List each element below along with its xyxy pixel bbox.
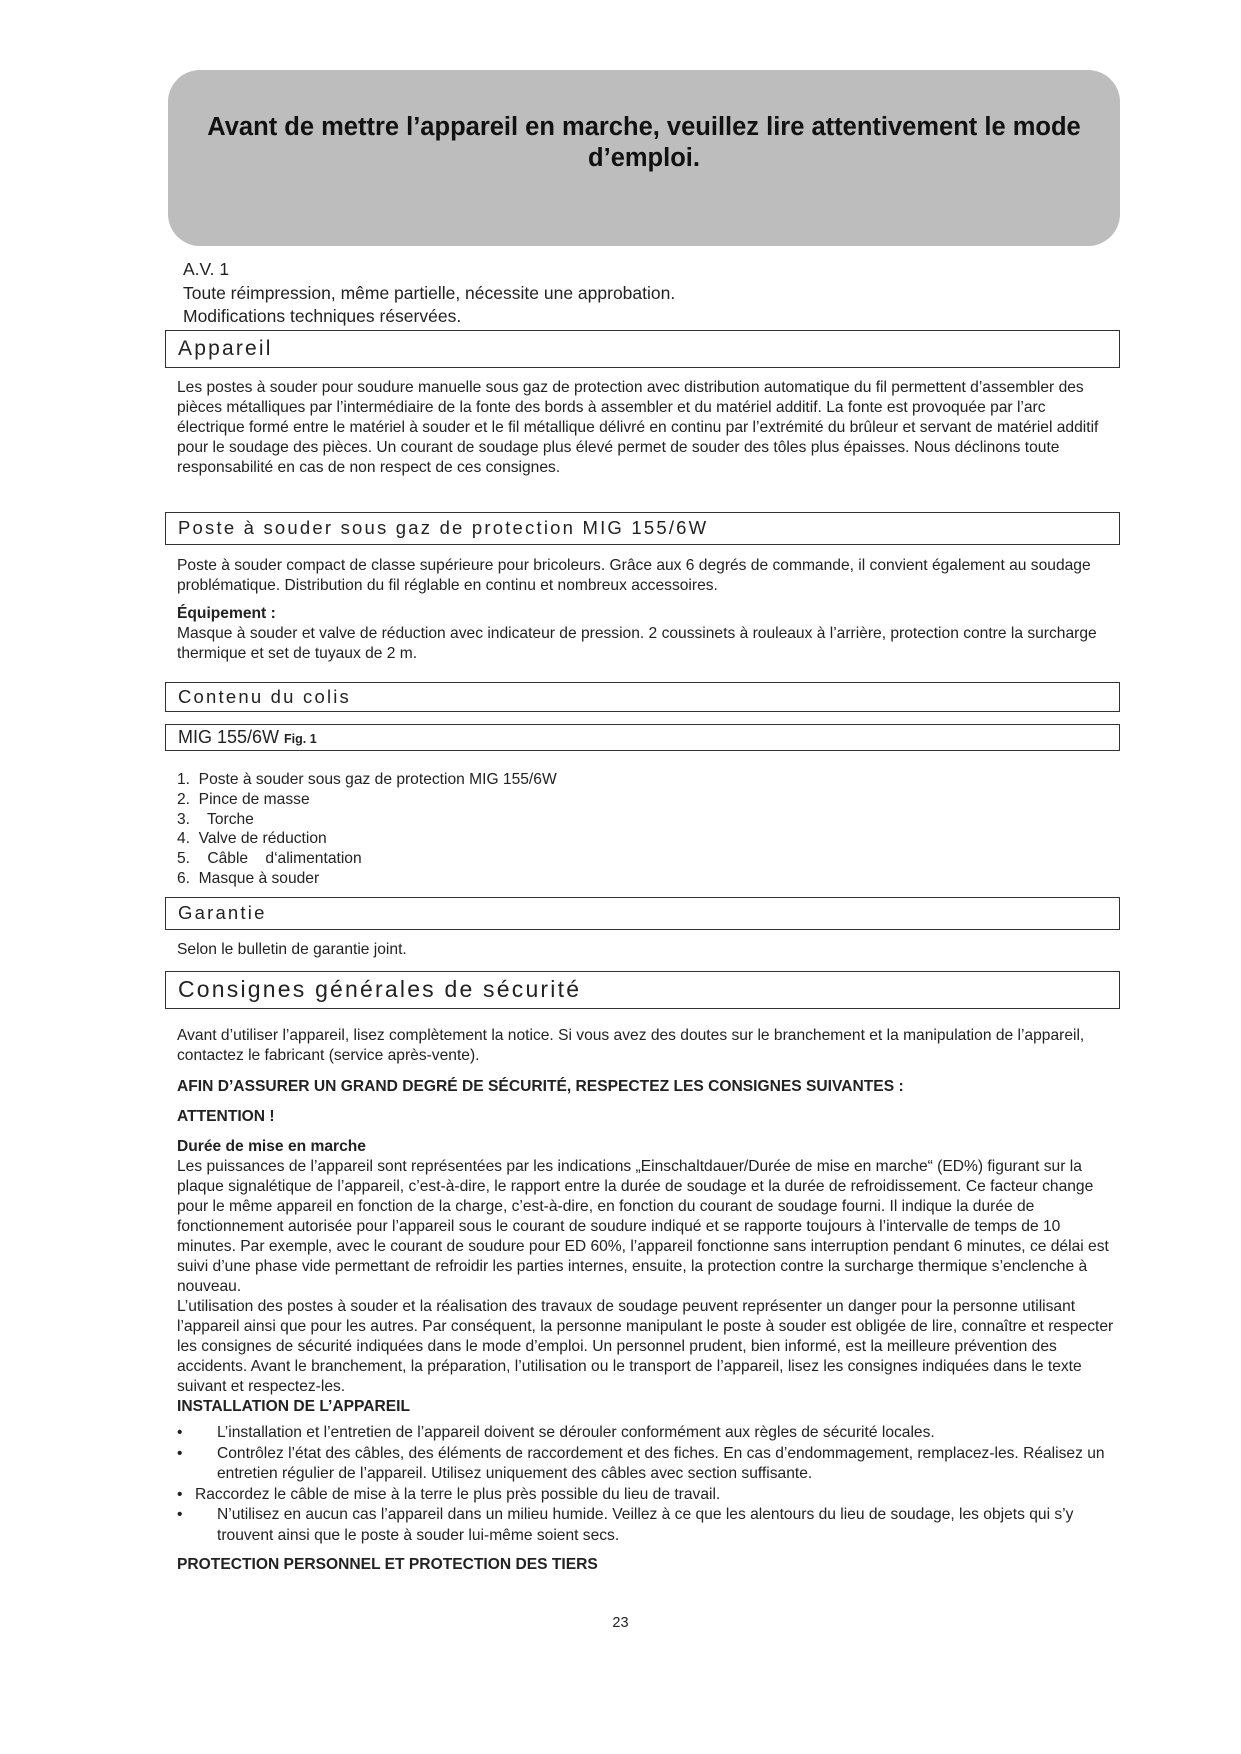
list-item: 6. Masque à souder: [177, 869, 320, 887]
bullet-text: L’installation et l’entretien de l’appareil doivent se dérouler conformément aux règles de sécurité locales.: [217, 1424, 935, 1441]
poste-paragraph: [177, 556, 1117, 664]
section-heading-poste: [165, 512, 1120, 545]
figure-reference: Fig. 1: [284, 732, 317, 746]
list-item: [177, 1444, 1117, 1485]
installation-heading: INSTALLATION DE L’APPAREIL: [177, 1398, 411, 1415]
poste-text: Poste à souder compact de classe supérieure pour bricoleurs. Grâce aux 6 degrés de commande, il convient également au soudage problématique. Distribution du fil réglable en continu et nombreux accessoires.: [177, 557, 1091, 594]
banner-title: Avant de mettre l’appareil en marche, veuillez lire attentivement le mode d’emploi.: [207, 113, 1081, 172]
version-label: A.V. 1: [183, 259, 230, 279]
model-heading-box: [165, 724, 1120, 751]
list-item: 2. Pince de masse: [177, 790, 310, 808]
bullet-icon: •: [177, 1506, 183, 1523]
duty-cycle-heading: Durée de mise en marche: [177, 1138, 366, 1155]
section-heading-appareil: [165, 330, 1120, 368]
garantie-paragraph: [177, 940, 1117, 960]
bullet-icon: •: [177, 1444, 183, 1462]
list-item: 4. Valve de réduction: [177, 830, 327, 848]
section-heading-consignes: [165, 971, 1120, 1009]
section-heading-appareil-text: Appareil: [178, 337, 273, 360]
bullet-icon: •: [177, 1424, 183, 1441]
equipment-text: Masque à souder et valve de réduction avec indicateur de pression. 2 coussinets à rouleaux à l’arrière, protection contre la surcharge thermique et set de tuyaux de 2 m.: [177, 625, 1097, 662]
section-heading-contenu-text: Contenu du colis: [178, 686, 352, 707]
bullet-icon: •: [177, 1485, 183, 1503]
protection-heading: PROTECTION PERSONNEL ET PROTECTION DES TIERS: [177, 1556, 598, 1573]
reprint-notice: Toute réimpression, même partielle, nécessite une approbation.: [183, 282, 676, 303]
bullet-text: N’utilisez en aucun cas l’appareil dans un milieu humide. Veillez à ce que les alentours du lieu de soudage, les objets qui s’y trouvent ainsi que le poste à souder lui-même soient secs.: [217, 1506, 1074, 1544]
page-number: 23: [612, 1615, 629, 1631]
document-meta: [183, 258, 675, 329]
garantie-text: Selon le bulletin de garantie joint.: [177, 941, 407, 958]
section-heading-consignes-text: Consignes générales de sécurité: [178, 976, 582, 1002]
bullet-text: Raccordez le câble de mise à la terre le plus près possible du lieu de travail.: [195, 1485, 721, 1503]
list-item: [177, 1505, 1117, 1546]
section-heading-poste-text: Poste à souder sous gaz de protection MIG 155/6W: [178, 517, 709, 538]
list-item: 3. Torche: [177, 810, 254, 828]
section-heading-garantie-text: Garantie: [178, 902, 267, 923]
appareil-paragraph: [177, 378, 1117, 478]
appareil-text: Les postes à souder pour soudure manuelle sous gaz de protection avec distribution automatique du fil permettent d’assembler des pièces métalliques par l’intermédiaire de la fonte des bords à assembler et du matériel additif. La fonte est provoquée par l’arc électrique formé entre le matériel à souder et le fil métallique délivré en continu par l’extrémité du brûleur et servant de matériel additif pour le soudage des pièces. Un courant de soudage plus élevé permet de souder des tôles plus épaisses. Nous déclinons toute responsabilité en cas de non respect de ces consignes.: [177, 379, 1099, 476]
warning-banner: [168, 70, 1120, 246]
consignes-intro: Avant d’utiliser l’appareil, lisez complètement la notice. Si vous avez des doutes sur le branchement et la manipulation de l’appareil, contactez le fabricant (service après-vente).: [177, 1027, 1085, 1064]
usage-warning-text: L’utilisation des postes à souder et la réalisation des travaux de soudage peuvent représenter un danger pour la personne utilisant l’appareil ainsi que pour les autres. Par conséquent, la personne manipulant le poste à souder est obligée de lire, connaître et respecter les consignes de sécurité indiquées dans le mode d’emploi. Un personnel prudent, bien informé, est la meilleure prévention des accidents. Avant le branchement, la préparation, l’utilisation ou le transport de l’appareil, lisez les consignes indiquées dans le texte suivant et respectez-les.: [177, 1298, 1114, 1395]
section-heading-garantie: [165, 897, 1120, 930]
duty-cycle-text: Les puissances de l’appareil sont représentées par les indications „Einschaltdauer/Durée de mise en marche“ (ED%) figurant sur la plaque signalétique de l’appareil, c’est-à-dire, le rapport entre la durée de soudage et la durée de refroidissement. Ce facteur change pour le même appareil en fonction de la charge, c’est-à-dire, en fonction du courant de soudage fourni. Il indique la durée de fonctionnement autorisée pour l’appareil sous le courant de soudure indiqué et se rapporte toujours à l’intervalle de temps de 10 minutes. Par exemple, avec le courant de soudure pour ED 60%, l’appareil fonctionne sans interruption pendant 6 minutes, ce délai est suivi d’une phase vide permettant de refroidir les parties internes, ensuite, la protection contre la surcharge thermique s’enclenche à nouveau.: [177, 1158, 1109, 1295]
consignes-paragraph: [177, 1026, 1117, 1417]
bullet-text: Contrôlez l’état des câbles, des éléments de raccordement et des fiches. En cas d’endommagement, remplacez-les. Réalisez un entretien régulier de l’appareil. Utilisez uniquement des câbles avec section suffisante.: [217, 1444, 1105, 1482]
list-item: 5. Câble d‘alimentation: [177, 850, 362, 868]
equipment-label: Équipement :: [177, 605, 276, 622]
package-contents-list: [177, 770, 557, 889]
modifications-notice: Modifications techniques réservées.: [183, 306, 462, 326]
list-item: [177, 1485, 1117, 1506]
list-item: [177, 1423, 1117, 1444]
safety-notice-heading: AFIN D’ASSURER UN GRAND DEGRÉ DE SÉCURITÉ, RESPECTEZ LES CONSIGNES SUIVANTES :: [177, 1078, 904, 1095]
installation-bullet-list: [177, 1423, 1117, 1576]
attention-heading: ATTENTION !: [177, 1108, 275, 1125]
list-item: 1. Poste à souder sous gaz de protection MIG 155/6W: [177, 771, 557, 788]
section-heading-contenu: [165, 682, 1120, 712]
model-heading: MIG 155/6W: [178, 727, 280, 747]
